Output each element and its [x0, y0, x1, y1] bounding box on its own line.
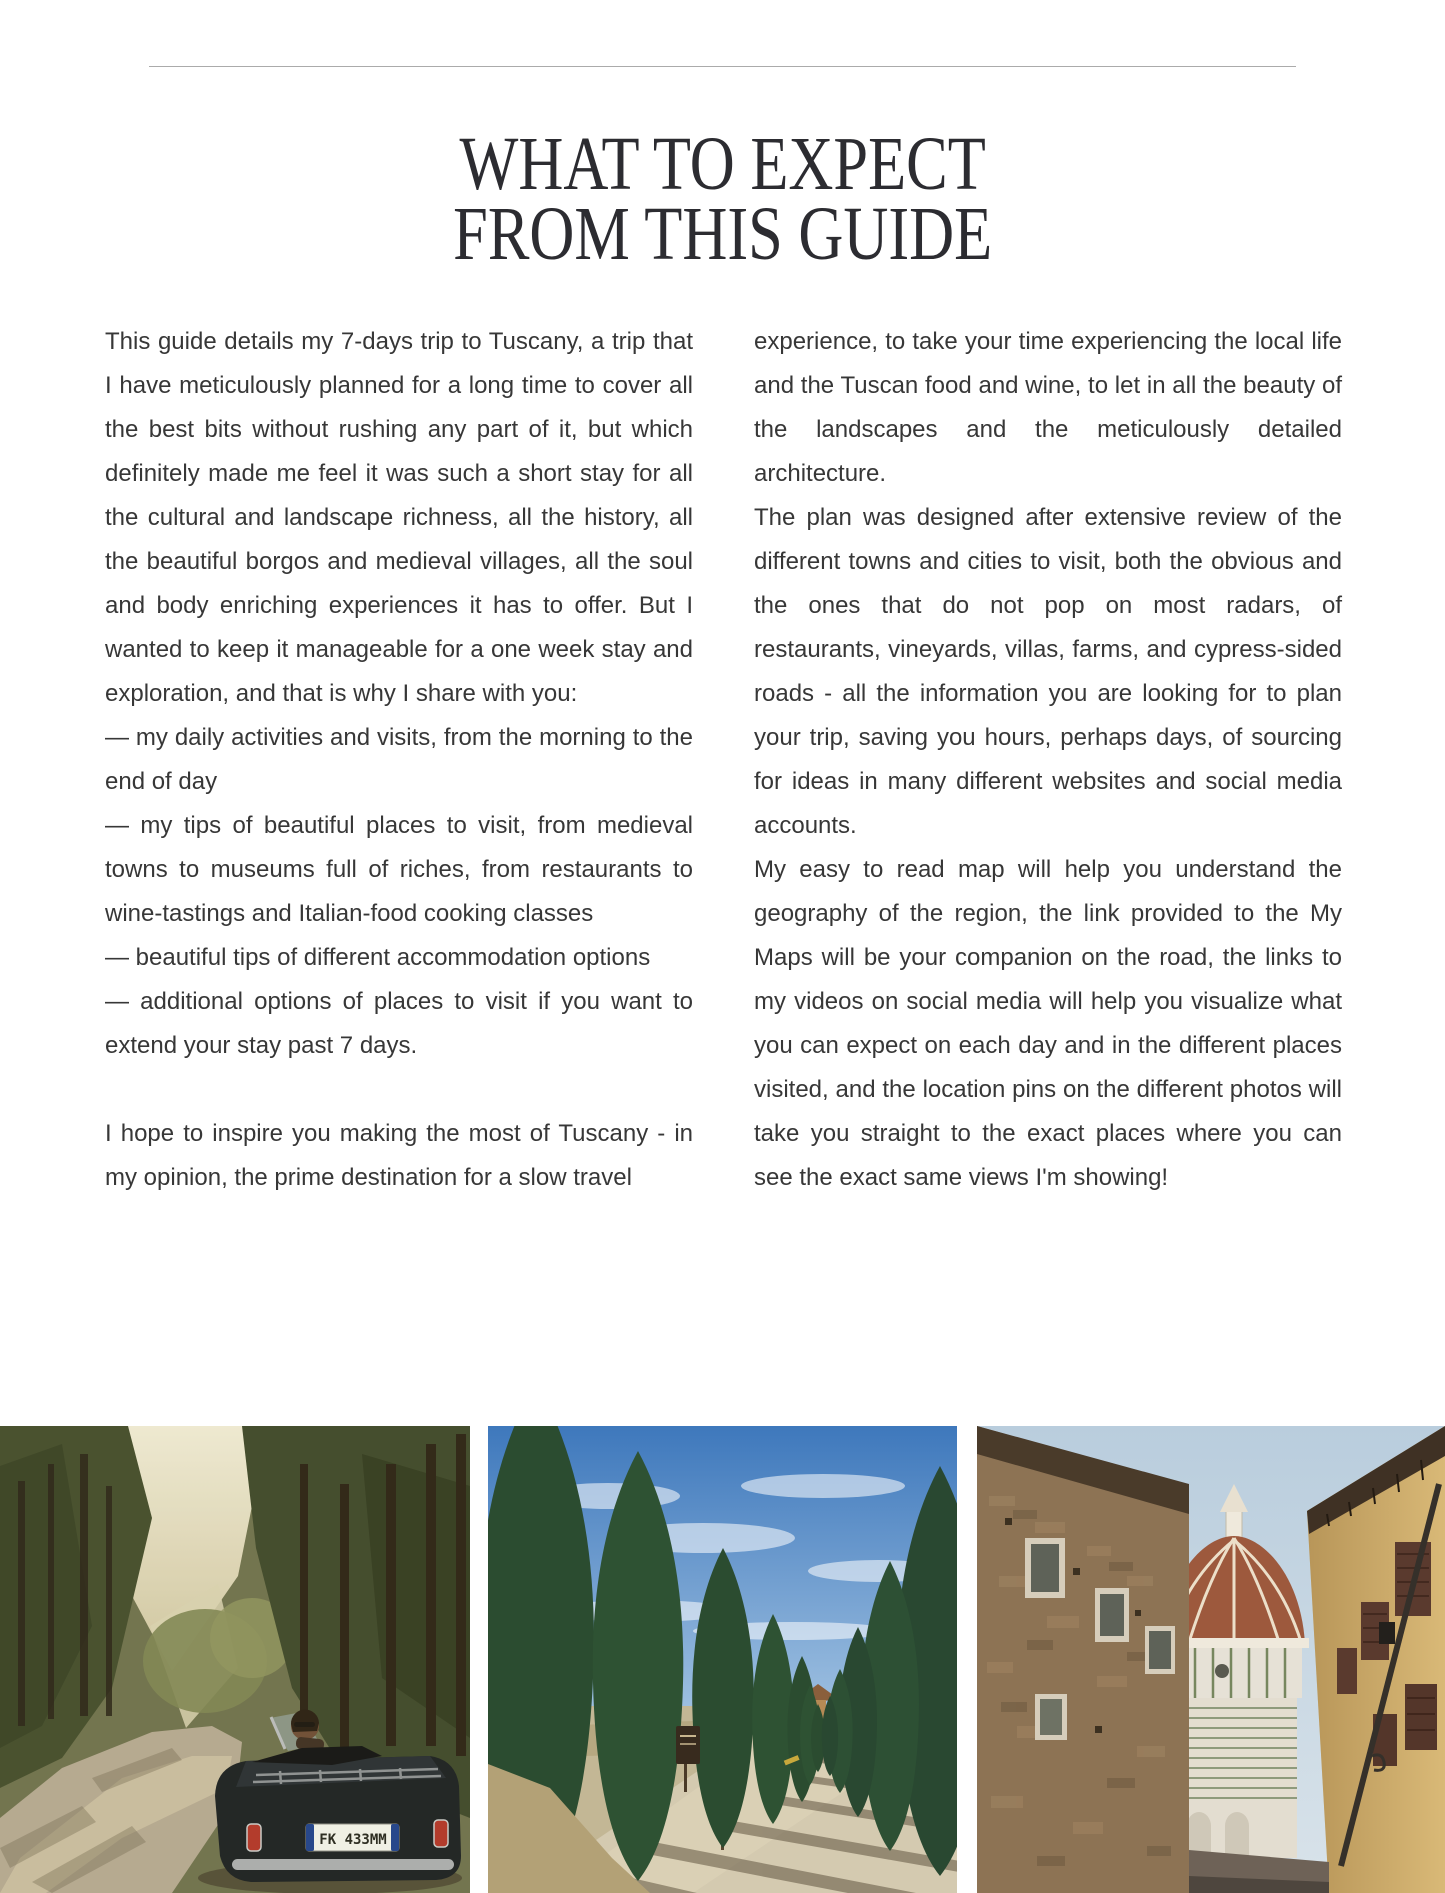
left-window-2	[1095, 1588, 1129, 1642]
page-title-line-1: WHAT TO EXPECT	[459, 121, 986, 206]
bullet-daily-activities: — my daily activities and visits, from the morning to the end of day	[105, 724, 693, 795]
intro-paragraph: This guide details my 7-days trip to Tuscany, a trip that I have meticulously planned for a long time to cover all the best bits without rushing any part of it, but which definitely made me feel it was such a short stay for all the cultural and landscape richness, all the history, all the beautiful borgos and medieval villages, all the soul and body enriching experiences it has to offer. But I wanted to keep it manageable for a one week stay and exploration, and that is why I share with you:	[105, 328, 693, 707]
article-right-column	[754, 320, 1342, 1200]
wall-lamp	[1379, 1622, 1395, 1644]
slow-travel-paragraph: experience, to take your time experiencing the local life and the Tuscan food and wine, to let in all the beauty of the landscapes and the meticulously detailed architecture.	[754, 328, 1342, 487]
left-window-3	[1145, 1626, 1175, 1674]
vintage-car-illustration	[0, 1426, 470, 1893]
left-window-1	[1025, 1538, 1065, 1598]
license-plate-text: FK 433MM	[319, 1832, 387, 1848]
left-window-4	[1035, 1694, 1067, 1740]
shutter-3	[1337, 1648, 1357, 1694]
bullet-accommodation: — beautiful tips of different accommodation options	[105, 944, 651, 971]
inspire-paragraph: I hope to inspire you making the most of Tuscany - in my opinion, the prime destination for a slow travel	[105, 1120, 693, 1191]
header-rule	[149, 66, 1296, 67]
page-title-line-2: FROM THIS GUIDE	[452, 191, 992, 276]
duomo-lantern	[1226, 1510, 1242, 1540]
stone-building-left	[977, 1426, 1189, 1893]
florence-duomo-illustration	[977, 1426, 1445, 1893]
page-title	[0, 121, 1445, 276]
map-links-paragraph: My easy to read map will help you understand the geography of the region, the link provided to the My Maps will be your companion on the road, the links to my videos on social media will help you visualize what you can expect on each day and in the different places visited, and the location pins on the different photos will take you straight to the exact places where you can see the exact same views I'm showing!	[754, 856, 1342, 1191]
photo-gallery	[0, 1426, 1445, 1893]
photo-florence-street-duomo	[977, 1426, 1445, 1893]
article-left-column	[105, 320, 693, 1200]
cypress-avenue-illustration	[488, 1426, 957, 1893]
shutter-4	[1405, 1684, 1437, 1750]
bullet-tips-places: — my tips of beautiful places to visit, from medieval towns to museums full of riches, from restaurants to wine-tastings and Italian-food cooking classes	[105, 812, 693, 927]
photo-cypress-avenue	[488, 1426, 957, 1893]
photo-vintage-car-forest-road	[0, 1426, 470, 1893]
bullet-additional-options: — additional options of places to visit if you want to extend your stay past 7 days.	[105, 988, 693, 1059]
plan-design-paragraph: The plan was designed after extensive review of the different towns and cities to visit, both the obvious and the ones that do not pop on most radars, of restaurants, vineyards, villas, farms, and cypress-sided roads - all the information you are looking for to plan your trip, saving you hours, perhaps days, of sourcing for ideas in many different websites and social media accounts.	[754, 504, 1342, 839]
